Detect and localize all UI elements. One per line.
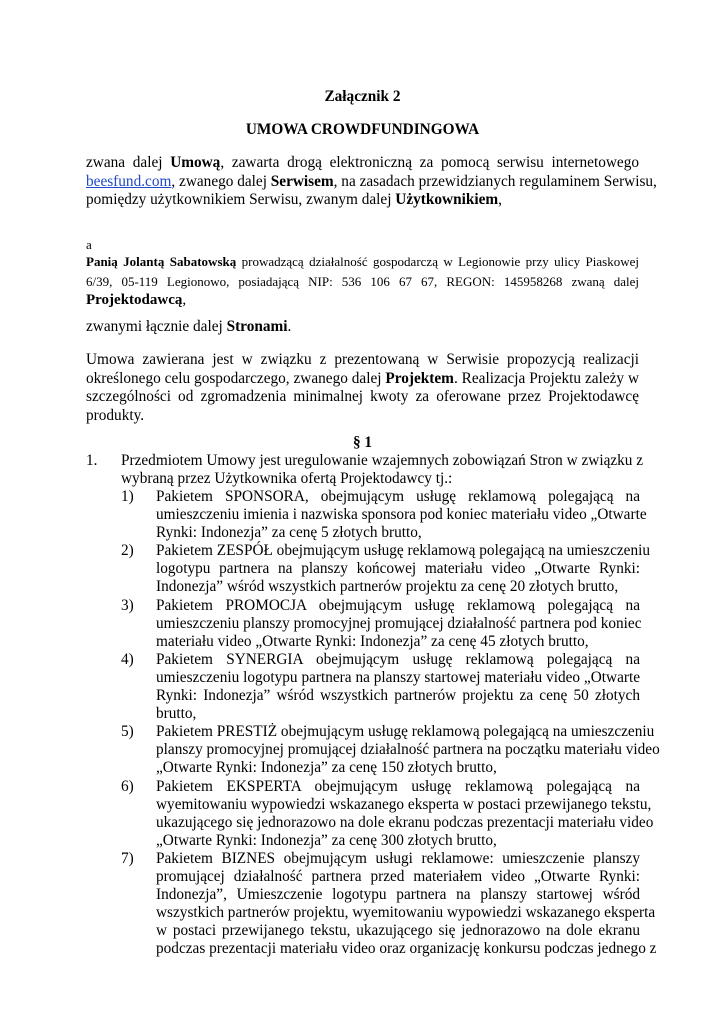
term-projekt: Projektem	[385, 369, 454, 387]
package-item-line: umieszczeniu planszy promocyjnej promującej działalność partnera pod koniec	[156, 614, 642, 632]
package-item	[156, 597, 640, 651]
party-text: prowadzącą działalność gospodarczą w Legionowie przy ulicy Piaskowej	[236, 254, 639, 269]
term-serwis: Serwisem	[270, 172, 334, 190]
term-strony: Stronami	[226, 318, 288, 335]
purpose-text: . Realizacja Projektu zależy w	[453, 369, 639, 387]
package-item-number: 4)	[121, 650, 134, 668]
package-item-line: Pakietem PRESTIŻ obejmującym usługę reklamową polegającą na umieszczeniu	[156, 723, 655, 741]
purpose-paragraph	[86, 351, 639, 426]
package-item-line: Rynki: Indonezja” wśród wszystkich partnerów projektu za cenę 50 złotych	[156, 687, 640, 705]
intro-paragraph	[86, 154, 657, 210]
package-item-line: „Otwarte Rynki: Indonezja” za cenę 300 złotych brutto,	[156, 831, 497, 849]
purpose-line-3: szczególności od zgromadzenia minimalnej kwoty za oferowane przez Projektodawcę	[86, 388, 639, 406]
party-text: ,	[182, 292, 187, 308]
clause-line-1: Przedmiotem Umowy jest uregulowanie wzajemnych zobowiązań Stron w związku z	[121, 452, 644, 469]
package-item-line: Pakietem BIZNES obejmującym usługi reklamowe: umieszczenie planszy	[156, 850, 640, 867]
party-line-3	[86, 291, 639, 311]
together-line	[86, 318, 291, 336]
together-text: zwanymi łącznie dalej	[86, 318, 227, 335]
package-item-line: w postaci przewijanego tekstu, ukazującego się jednorazowo na dole ekranu	[156, 922, 640, 940]
package-item-line: Pakietem SPONSORA, obejmującym usługę reklamową polegającą na	[156, 488, 640, 505]
intro-line-1	[86, 154, 639, 173]
intro-text: ,	[498, 191, 502, 209]
package-item-number: 6)	[121, 777, 134, 795]
package-item-number: 7)	[121, 850, 134, 867]
clause-intro	[121, 452, 644, 488]
intro-text: , zwanego dalej	[171, 172, 271, 190]
term-user: Użytkownikiem	[395, 191, 499, 209]
package-item-number: 2)	[121, 542, 134, 560]
intro-text: pomiędzy użytkownikiem Serwisu, zwanym dalej	[86, 191, 396, 209]
package-item-number: 1)	[121, 488, 134, 505]
package-item	[156, 723, 660, 777]
party-paragraph	[86, 252, 639, 311]
package-item-line: promującej działalność partnera przed materiałem video „Otwarte Rynki:	[156, 868, 640, 886]
package-item-number: 5)	[121, 723, 134, 741]
package-item-line: podczas prezentacji materiału video oraz organizację konkursu podczas jednego z	[156, 940, 657, 958]
package-item-line: planszy promocyjnej promującej działalność partnera na początku materiału video	[156, 741, 660, 759]
package-item	[156, 850, 657, 959]
party-line-2	[86, 272, 639, 292]
package-item-line: Pakietem PROMOCJA obejmującym usługę reklamową polegającą na	[156, 596, 640, 614]
package-item	[156, 651, 640, 723]
party-line-1	[86, 252, 639, 272]
package-item-line: Rynki: Indonezja” za cenę 5 złotych brutto,	[156, 524, 422, 542]
contract-title: UMOWA CROWDFUNDINGOWA	[245, 121, 480, 138]
term-umowa: Umową	[170, 154, 221, 171]
package-item-line: umieszczeniu imienia i nazwiska sponsora pod koniec materiału video „Otwarte	[156, 506, 647, 524]
purpose-text: określonego celu gospodarczego, zwanego dalej	[86, 369, 386, 387]
package-item-line: wszystkich partnerów projektu, wyemitowaniu wypowiedzi wskazanego eksperta	[156, 904, 656, 922]
package-item-number: 3)	[121, 596, 134, 614]
section-heading: § 1	[352, 434, 373, 451]
party-name: Panią Jolantą Sabatowską	[86, 254, 237, 269]
purpose-line-4: produkty.	[86, 407, 145, 425]
package-item	[156, 777, 654, 850]
package-item-line: „Otwarte Rynki: Indonezja” za cenę 150 złotych brutto,	[156, 759, 497, 777]
package-item-line: ukazującego się jednorazowo na dole ekranu podczas prezentacji materiału video	[156, 813, 654, 831]
intro-text: zwana dalej	[86, 154, 171, 171]
package-item-line: Indonezja” wśród wszystkich partnerów projektu za cenę 20 złotych brutto,	[156, 578, 619, 596]
intro-line-3	[86, 191, 639, 210]
package-item-line: materiału video „Otwarte Rynki: Indonezja” za cenę 45 złotych brutto,	[156, 632, 589, 650]
attachment-label: Załącznik 2	[324, 88, 401, 105]
purpose-line-2	[86, 370, 639, 389]
beesfund-link[interactable]: beesfund.com	[86, 172, 172, 190]
package-item-line: Pakietem EKSPERTA obejmującym usługę reklamową polegającą na	[156, 777, 640, 795]
party-text: 6/39, 05-119 Legionowo, posiadającą NIP: 536 106 67 67, REGON: 145958268 zwaną dalej	[86, 273, 639, 289]
conjunction-a: a	[86, 237, 92, 252]
package-item	[156, 542, 651, 596]
purpose-line-1: Umowa zawierana jest w związku z prezentowaną w Serwisie propozycją realizacji	[86, 351, 639, 368]
clause-line-2: wybraną przez Użytkownika ofertą Projektodawcy tj.:	[121, 470, 453, 488]
together-text: .	[287, 318, 292, 335]
package-item-line: brutto,	[156, 705, 197, 723]
term-projektodawca: Projektodawcą	[86, 292, 183, 308]
clause-number: 1.	[86, 452, 98, 469]
intro-text: , na zasadach przewidzianych regulaminem Serwisu,	[333, 172, 657, 190]
package-item-line: Pakietem ZESPÓŁ obejmującym usługę reklamową polegającą na umieszczeniu	[156, 542, 651, 560]
package-item-line: logotypu partnera na planszy końcowej materiału video „Otwarte Rynki:	[156, 560, 640, 578]
package-item-line: umieszczeniu logotypu partnera na planszy startowej materiału video „Otwarte	[156, 668, 640, 686]
intro-text: , zawarta drogą elektroniczną za pomocą serwisu internetowego	[220, 154, 639, 171]
intro-line-2	[86, 172, 657, 192]
package-item-line: Indonezja”, Umieszczenie logotypu partnera na planszy startowej wśród	[156, 886, 640, 904]
package-item-line: Pakietem SYNERGIA obejmującym usługę reklamową polegającą na	[156, 650, 640, 668]
package-item-line: wyemitowaniu wypowiedzi wskazanego eksperta w postaci przewijanego tekstu,	[156, 795, 652, 813]
package-item	[156, 488, 647, 542]
